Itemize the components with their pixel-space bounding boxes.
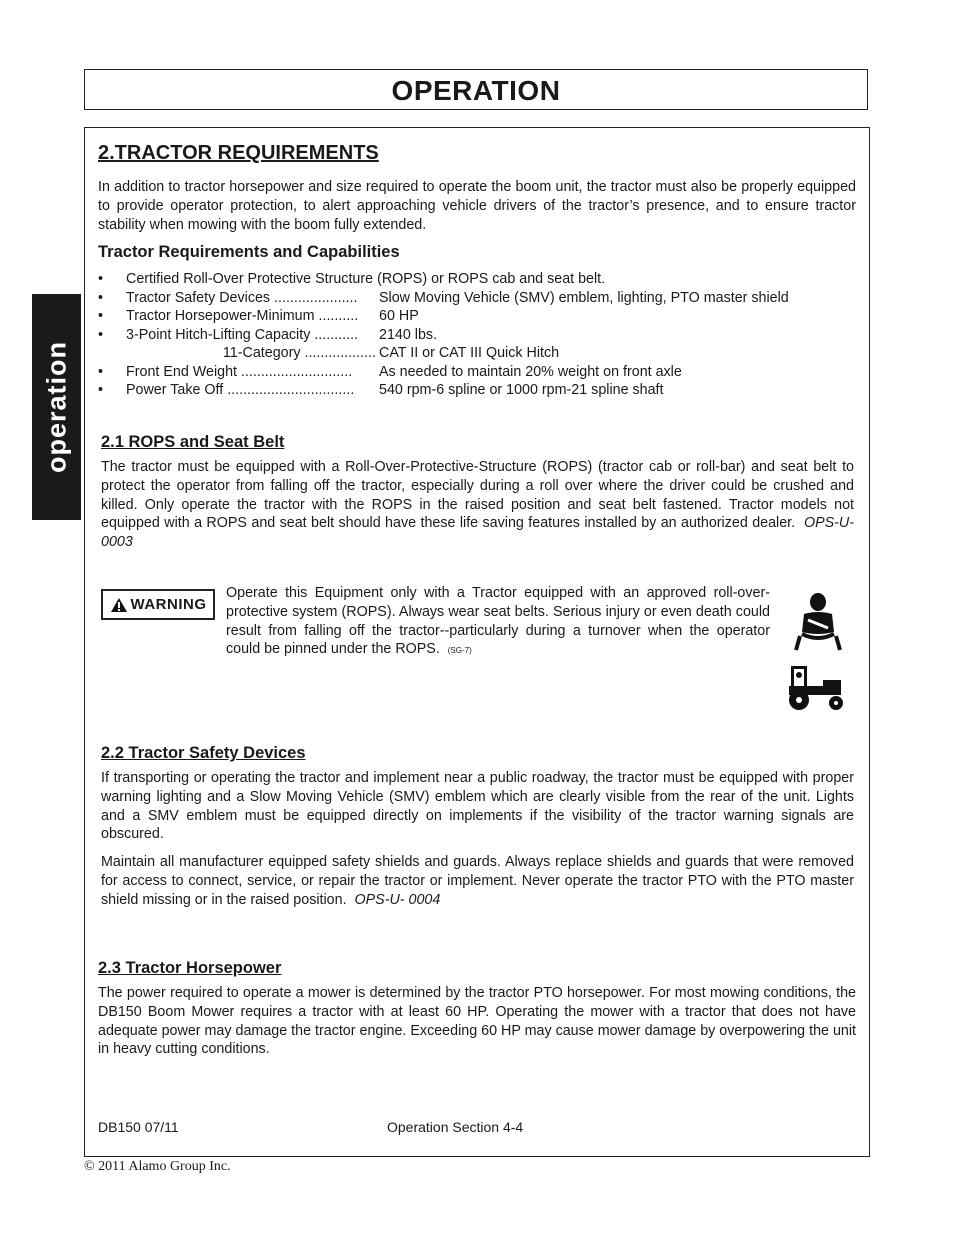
safety-devices-ref: OPS-U- 0004 bbox=[354, 891, 441, 908]
side-tab bbox=[32, 294, 81, 520]
tractor-rops-icon bbox=[783, 664, 849, 712]
safety-devices-title: 2.2 Tractor Safety Devices bbox=[101, 744, 306, 762]
page-header bbox=[84, 69, 868, 110]
seatbelt-operator-icon bbox=[788, 592, 848, 652]
horsepower-title: 2.3 Tractor Horsepower bbox=[98, 959, 282, 977]
safety-devices-body-2 bbox=[101, 853, 854, 909]
section-title: 2.TRACTOR REQUIREMENTS bbox=[98, 142, 379, 164]
requirement-label: Certified Roll-Over Protective Structure (ROPS) or ROPS cab and seat belt. bbox=[126, 271, 606, 287]
requirement-bullet: • bbox=[98, 326, 104, 343]
requirement-value: 60 HP bbox=[379, 308, 419, 324]
requirement-row bbox=[98, 307, 858, 326]
footer-page-number: Operation Section 4-4 bbox=[387, 1119, 524, 1135]
page-header-title: OPERATION bbox=[391, 75, 561, 106]
requirement-value: As needed to maintain 20% weight on front axle bbox=[379, 363, 682, 380]
requirement-row bbox=[98, 363, 858, 382]
side-tab-label: operation bbox=[41, 340, 71, 474]
requirements-title: Tractor Requirements and Capabilities bbox=[98, 243, 400, 261]
requirement-value: Slow Moving Vehicle (SMV) emblem, lighting, PTO master shield bbox=[379, 289, 789, 306]
rops-title: 2.1 ROPS and Seat Belt bbox=[101, 433, 285, 451]
warning-ref: (SG-7) bbox=[447, 646, 472, 656]
requirement-label: Power Take Off ................................ bbox=[126, 382, 355, 398]
requirement-label: Tractor Safety Devices ..................... bbox=[126, 289, 358, 306]
requirement-value: 2140 lbs. bbox=[379, 326, 438, 343]
requirement-bullet: • bbox=[98, 363, 104, 380]
rops-body bbox=[101, 458, 854, 552]
requirement-label: Tractor Horsepower-Minimum .......... bbox=[126, 308, 359, 324]
requirement-row bbox=[98, 326, 858, 345]
warning-triangle-icon bbox=[110, 597, 128, 613]
safety-devices-body-1: If transporting or operating the tractor and implement near a public roadway, the tractor must be equipped with proper warning lighting and a Slow Moving Vehicle (SMV) emblem which are clearly visible from the rear of the unit. Lights and a SMV emblem must be equipped directly on implements if the visibility of the tractor warning signals are obscured. bbox=[101, 770, 854, 843]
requirement-label: 3-Point Hitch-Lifting Capacity ........... bbox=[126, 326, 359, 343]
requirement-value: CAT II or CAT III Quick Hitch bbox=[379, 345, 560, 361]
warning-body: Operate this Equipment only with a Tractor equipped with an approved roll-over-protective system (ROPS). Always wear seat belts. Serious injury or even death could result from falling off the tractor--particularly during a turnover when the operator could be pinned under the ROPS. bbox=[226, 585, 770, 658]
section-intro: In addition to tractor horsepower and size required to operate the boom unit, the tractor must also be properly equipped to provide operator protection, to alert approaching vehicle drivers of the tractor’s presence, and to ensure tractor stability when mowing with the boom fully extended. bbox=[98, 179, 856, 233]
footer-model-date: DB150 07/11 bbox=[98, 1119, 179, 1135]
requirement-label: Front End Weight ............................ bbox=[126, 363, 353, 380]
safety-devices-text: Maintain all manufacturer equipped safety shields and guards. Always replace shields and guards that were removed for access to connect, service, or repair the tractor or implement. Never operate the tractor PTO with the PTO master shield missing or in the raised position. bbox=[101, 854, 854, 908]
horsepower-body: The power required to operate a mower is determined by the tractor PTO horsepower. For most mowing conditions, the DB150 Boom Mower requires a tractor with at least 60 HP. Operating the mower with a tractor that does not have adequate power may damage the tractor engine. Exceeding 60 HP may cause mower damage by overpowering the unit in heavy cutting conditions. bbox=[98, 985, 856, 1058]
requirement-bullet: • bbox=[98, 308, 104, 324]
rops-body-text: The tractor must be equipped with a Roll-Over-Protective-Structure (ROPS) (tractor cab or roll-bar) and seat belt to protect the operator from falling off the tractor, especially during a roll over where the driver could be crushed and killed. Only operate the tractor with the ROPS in the raised position and seat belt fastened. Tractor models not equipped with a ROPS and seat belt should have these life saving features installed by an authorized dealer. bbox=[101, 459, 854, 532]
rops-ref: OPS-U- 0003 bbox=[101, 515, 854, 551]
requirement-bullet: • bbox=[98, 289, 104, 306]
requirement-row bbox=[98, 381, 858, 400]
warning-badge bbox=[101, 589, 215, 620]
requirement-row bbox=[98, 270, 858, 289]
copyright: © 2011 Alamo Group Inc. bbox=[84, 1159, 231, 1174]
requirement-row bbox=[98, 344, 858, 363]
requirement-label: 11-Category .................. bbox=[222, 345, 376, 361]
requirement-value: 540 rpm-6 spline or 1000 rpm-21 spline shaft bbox=[379, 382, 664, 398]
warning-text bbox=[226, 584, 770, 661]
requirement-row bbox=[98, 289, 858, 308]
requirement-bullet: • bbox=[98, 271, 104, 287]
warning-badge-label: WARNING bbox=[130, 596, 207, 613]
requirement-bullet: • bbox=[98, 382, 104, 398]
